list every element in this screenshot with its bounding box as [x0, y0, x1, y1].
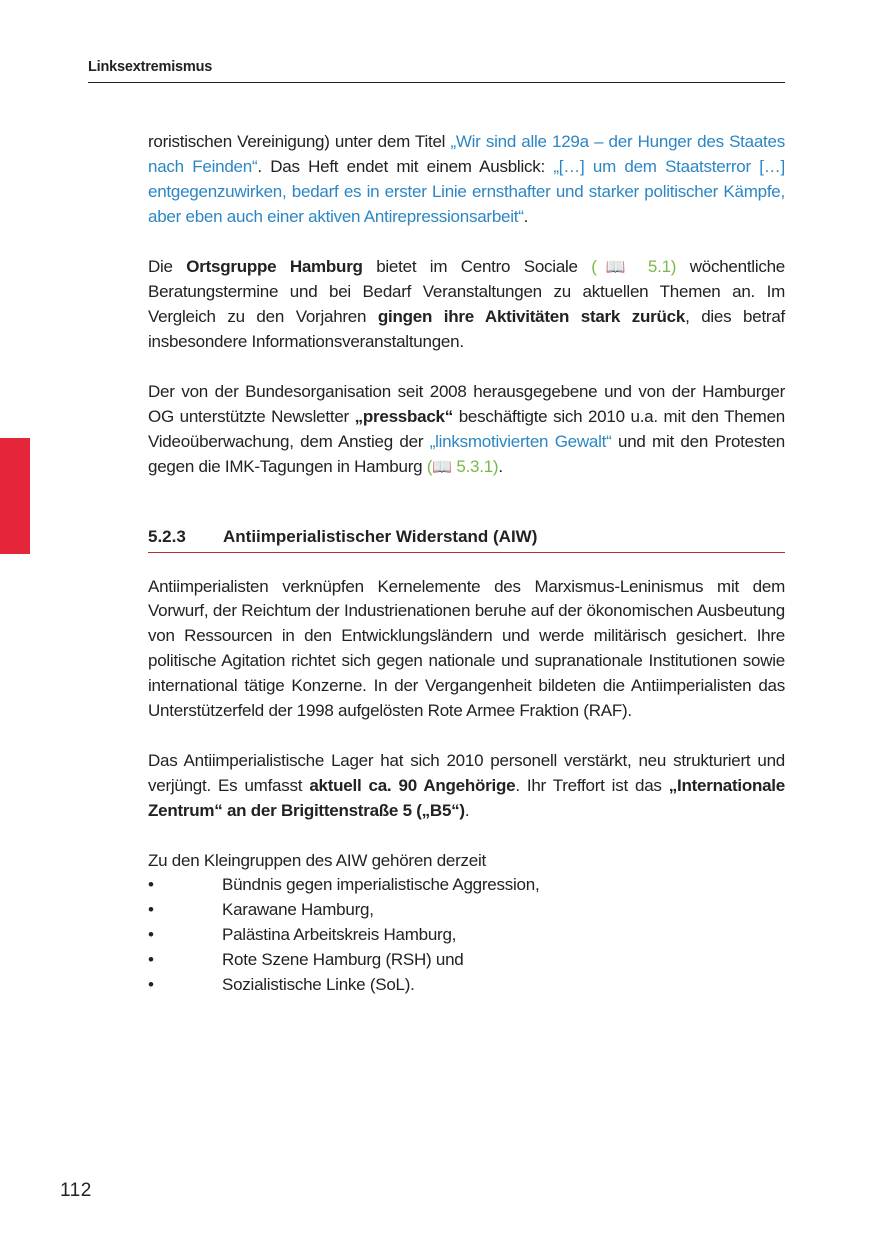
cross-reference-5-3-1[interactable]: (📖 5.3.1): [426, 456, 499, 476]
section-heading: [148, 525, 785, 553]
book-icon: 📖: [596, 258, 635, 276]
quote-title: „Wir sind alle 129a – der Hunger des Staates nach Feinden“: [148, 132, 785, 176]
running-header: [88, 58, 785, 83]
header-title: Linksextremismus: [88, 59, 213, 75]
bullet-icon: •: [148, 875, 154, 895]
list-item: • Rote Szene Hamburg (RSH) und: [148, 948, 785, 973]
page-number: 112: [60, 1180, 92, 1201]
section-number: 5.2.3: [148, 526, 186, 546]
paragraph-1: roristischen Vereinigung) unter dem Titel „Wir sind alle 129a – der Hunger des Staates nach Feinden“. Das Heft endet mit einem Ausblick: „[…] um dem Staatsterror […] entgegenzuwirken, bedarf es in erster Linie ernsthafter und starker politischer Kämpfe, aber eben auch einer aktiven Antirepressionsarbeit“.: [148, 132, 785, 226]
list-item: • Bündnis gegen imperialistische Aggression,: [148, 873, 785, 898]
paragraph-4: Antiimperialisten verknüpfen Kernelemente des Marxismus-Leninismus mit dem Vorwurf, der Reichtum der Industrienationen beruhe auf der ökonomischen Ausbeutung von Ressourcen in den Entwicklungsländern und werde militärisch gesichert. Ihre politische Agitation richtet sich gegen nationale und supranationale Institutionen sowie international tätige Konzerne. In der Vergangenheit bildeten die Antiimperialisten das Unterstützerfeld der 1998 aufgelösten Rote Armee Fraktion (RAF).: [148, 576, 785, 721]
list-item: • Karawane Hamburg,: [148, 898, 785, 923]
bullet-icon: •: [148, 925, 154, 945]
bullet-icon: •: [148, 950, 154, 970]
groups-list: [148, 873, 785, 998]
cross-reference-5-1[interactable]: (📖 5.1): [591, 256, 677, 276]
bullet-icon: •: [148, 900, 154, 920]
list-item: • Sozialistische Linke (SoL).: [148, 973, 785, 998]
bullet-icon: •: [148, 975, 154, 995]
list-item: • Palästina Arbeitskreis Hamburg,: [148, 923, 785, 948]
section-title: Antiimperialistischer Widerstand (AIW): [223, 526, 538, 546]
page-content: [148, 130, 785, 998]
quote-outlook: „[…] um dem Staatsterror […] entgegenzuwirken, bedarf es in erster Linie ernsthafter und starker politischer Kämpfe, aber eben auch einer aktiven Antirepressionsarbeit“: [148, 156, 785, 226]
paragraph-3: Der von der Bundesorganisation seit 2008 herausgegebene und von der Hamburger OG unterstützte Newsletter „pressback“ beschäftigte sich 2010 u.a. mit den Themen Videoüberwachung, dem Anstieg der „linksmotivierten Gewalt“ und mit den Protesten gegen die IMK-Tagungen in Hamburg (📖 5.3.1).: [148, 382, 785, 476]
list-intro: Zu den Kleingruppen des AIW gehören derzeit: [148, 850, 486, 870]
paragraph-5: Das Antiimperialistische Lager hat sich 2010 personell verstärkt, neu strukturiert und verjüngt. Es umfasst aktuell ca. 90 Angehörige. Ihr Treffort ist das „Internationale Zentrum“ an der Brigittenstraße 5 („B5“).: [148, 750, 785, 820]
book-icon: 📖: [432, 458, 452, 476]
chapter-tab-marker: [0, 438, 30, 554]
paragraph-2: Die Ortsgruppe Hamburg bietet im Centro Sociale (📖 5.1) wöchentliche Beratungstermine und bei Bedarf Veranstaltungen zu aktuellen Themen an. Im Vergleich zu den Vorjahren gingen ihre Aktivitäten stark zurück, dies betraf insbesondere Informationsveranstaltungen.: [148, 256, 786, 352]
